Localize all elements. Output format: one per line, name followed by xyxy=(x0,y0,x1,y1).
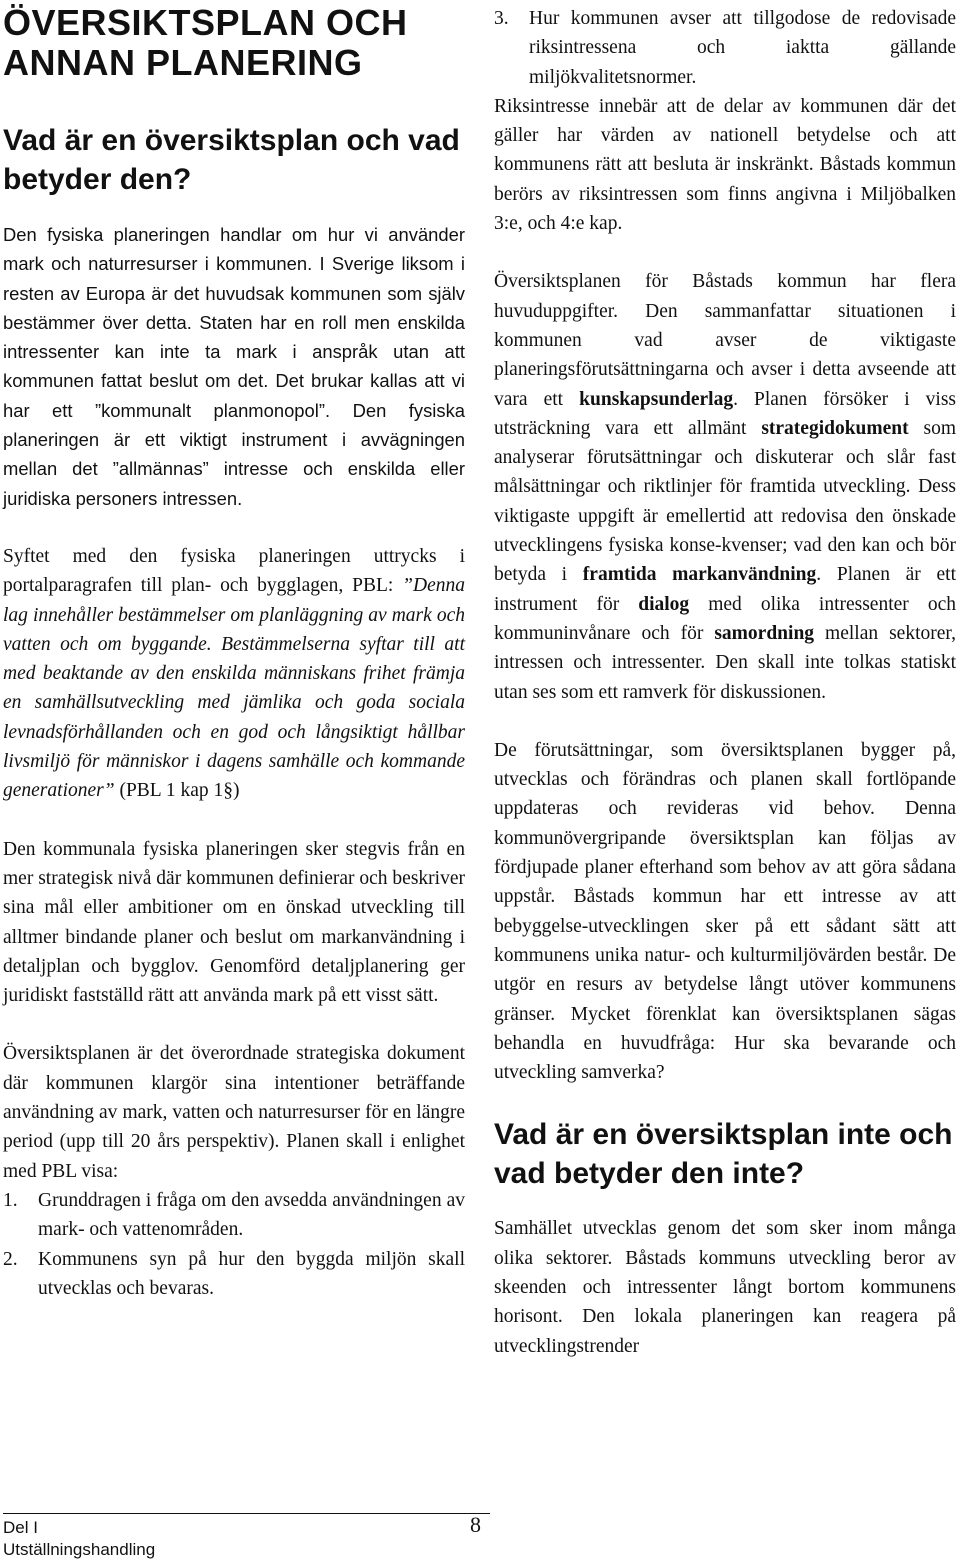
list-number: 2. xyxy=(3,1248,18,1270)
list-text: Grunddragen i fråga om den avsedda användningen av mark- och vattenområden. xyxy=(38,1189,465,1241)
paragraph-pbl xyxy=(3,542,465,806)
pbl-quote-text: ”Denna lag innehåller bestämmelser om planläggning av mark och vatten och om byggande. Bestämmelserna syftar till att med beaktande av den enskilda människans frihet främja en samhällsutveckling med jämlika och goda sociala levnadsförhållanden och en god och långsiktigt hållbar livsmiljö för människor i dagens samhälle och kommande generationer” xyxy=(3,575,465,802)
emphasis-dialogue: dialog xyxy=(638,593,690,615)
paragraph-plan-tasks xyxy=(494,267,956,706)
paragraph-society-development: Samhället utvecklas genom det som sker inom många olika sektorer. Båstads kommuns utveckling beror av skeenden och intressenter långt bortom kommunens horisont. Den lokala planeringen kan reagera på utvecklingstrender xyxy=(494,1218,956,1357)
text-run: som analyserar förutsättningar och diskuterar och slår fast målsättningar och riktlinjer för framtida utveckling. Dess viktigaste uppgift är emellertid att redovisa den önskade utvecklingens fysiska konse-kvenser; vad den kan och bör betyda i xyxy=(494,417,956,586)
emphasis-coordination: samordning xyxy=(714,622,815,644)
paragraph-stepwise-planning: Den kommunala fysiska planeringen sker stegvis från en mer strategisk nivå där kommunen definierar och beskriver sina mål eller ambitioner om en önskad utveckling till alltmer bindande planer och beslut om markanvändning i detaljplan och bygglov. Genomförd detaljplanering ger juridiskt fastställd rätt att använda mark på ett visst sätt. xyxy=(3,838,465,1007)
footer-document-status: Utställningshandling xyxy=(3,1540,156,1559)
right-column xyxy=(494,0,956,1361)
text-run: mellan sektorer, intressen och intressenter. Den skall inte tolkas statiskt utan ses som ett ramverk för diskussionen. xyxy=(494,622,956,703)
list-number: 1. xyxy=(3,1189,18,1211)
list-text: Hur kommunen avser att tillgodose de redovisade riksintressena och iaktta gällande miljökvalitetsnormer. xyxy=(529,8,956,88)
paragraph-national-interest: Riksintresse innebär att de delar av kommunen där det gäller har värden av nationell betydelse och att kommunens rätt att besluta är inskränkt. Båstads kommun berörs av riksintressen som finns angivna i Miljöbalken 3:e, och 4:e kap. xyxy=(494,95,956,235)
paragraph-planning-intro: Den fysiska planeringen handlar om hur vi använder mark och naturresurser i kommunen. I Sverige liksom i resten av Europa är det huvudsak kommunen som själv bestämmer över detta. Staten har en roll men enskilda intressenter kan inte ta mark i anspråk utan att kommunen fattat beslut om det. Det brukar kallas att vi har ett ”kommunalt planmonopol”. Den fysiska planeringen är ett viktigt instrument i avvägningen mellan det ”allmännas” intresse och enskilda eller juridiska personers intressen. xyxy=(3,224,465,509)
paragraph-overview-plan: Översiktsplanen är det överordnade strategiska dokument där kommunen klargör sina intentioner beträffande användning av mark, vatten och naturresurser för en längre period (upp till 20 års perspektiv). Planen skall i enlighet med PBL visa: xyxy=(3,1043,465,1182)
page-footer xyxy=(3,1513,490,1561)
paragraph-updates: De förutsättningar, som översiktsplanen bygger på, utvecklas och förändras och planen skall fortlöpande uppdateras och revideras vid behov. Denna kommunövergripande översiktsplan kan följas av fördjupade planer efterhand som behov av att göra sådana uppstår. Båstads kommun har ett intresse av att bebyggelse-utvecklingen sker på ett sådant sätt att kommunens unika natur- och kulturmiljövärden består. De utgör en resurs av betydelse långt utöver kommunens gränser. Mycket förenklat kan översiktsplanen sägas behandla en huvudfråga: Hur ska bevarande och utveckling samverka? xyxy=(494,739,956,1084)
emphasis-knowledge-base: kunskapsunderlag xyxy=(579,388,734,410)
list-text: Kommunens syn på hur den byggda miljön skall utvecklas och bevaras. xyxy=(38,1248,465,1299)
page-number: 8 xyxy=(470,1512,481,1537)
plan-requirements-list xyxy=(3,1186,465,1303)
text-run: Översiktsplanen för Båstads kommun har flera huvuduppgifter. Den sammanfattar situationen i kommunen vad avser de viktigaste planeringsförutsättningarna och avser i detta avseende att vara ett xyxy=(494,271,956,410)
text-run: med olika intressenter och kommuninvånare och för xyxy=(494,593,956,644)
section-heading-what-is: Vad är en översiktsplan och vad betyder den? xyxy=(3,124,460,196)
pbl-reference: (PBL 1 kap 1§) xyxy=(119,780,240,802)
text-run: . Planen är ett instrument för xyxy=(494,564,956,615)
pbl-intro-text: Syftet med den fysiska planeringen uttrycks i portalparagrafen till plan- och bygglagen, PBL: xyxy=(3,545,465,597)
section-heading-what-is-not: Vad är en översiktsplan inte och vad betyder den inte? xyxy=(494,1118,953,1191)
list-item xyxy=(494,4,956,92)
footer-part-label: Del I xyxy=(3,1518,38,1537)
list-item xyxy=(3,1245,465,1304)
emphasis-strategy-document: strategidokument xyxy=(761,417,909,439)
list-number: 3. xyxy=(494,8,509,29)
plan-requirements-list-continued xyxy=(494,4,956,92)
page-title: ÖVERSIKTSPLAN OCH ANNAN PLANERING xyxy=(3,2,408,83)
left-column xyxy=(3,0,465,1303)
list-item xyxy=(3,1186,465,1245)
emphasis-future-land-use: framtida markanvändning xyxy=(582,564,817,586)
text-run: . Planen försöker i viss utsträckning vara ett allmänt xyxy=(494,388,957,439)
